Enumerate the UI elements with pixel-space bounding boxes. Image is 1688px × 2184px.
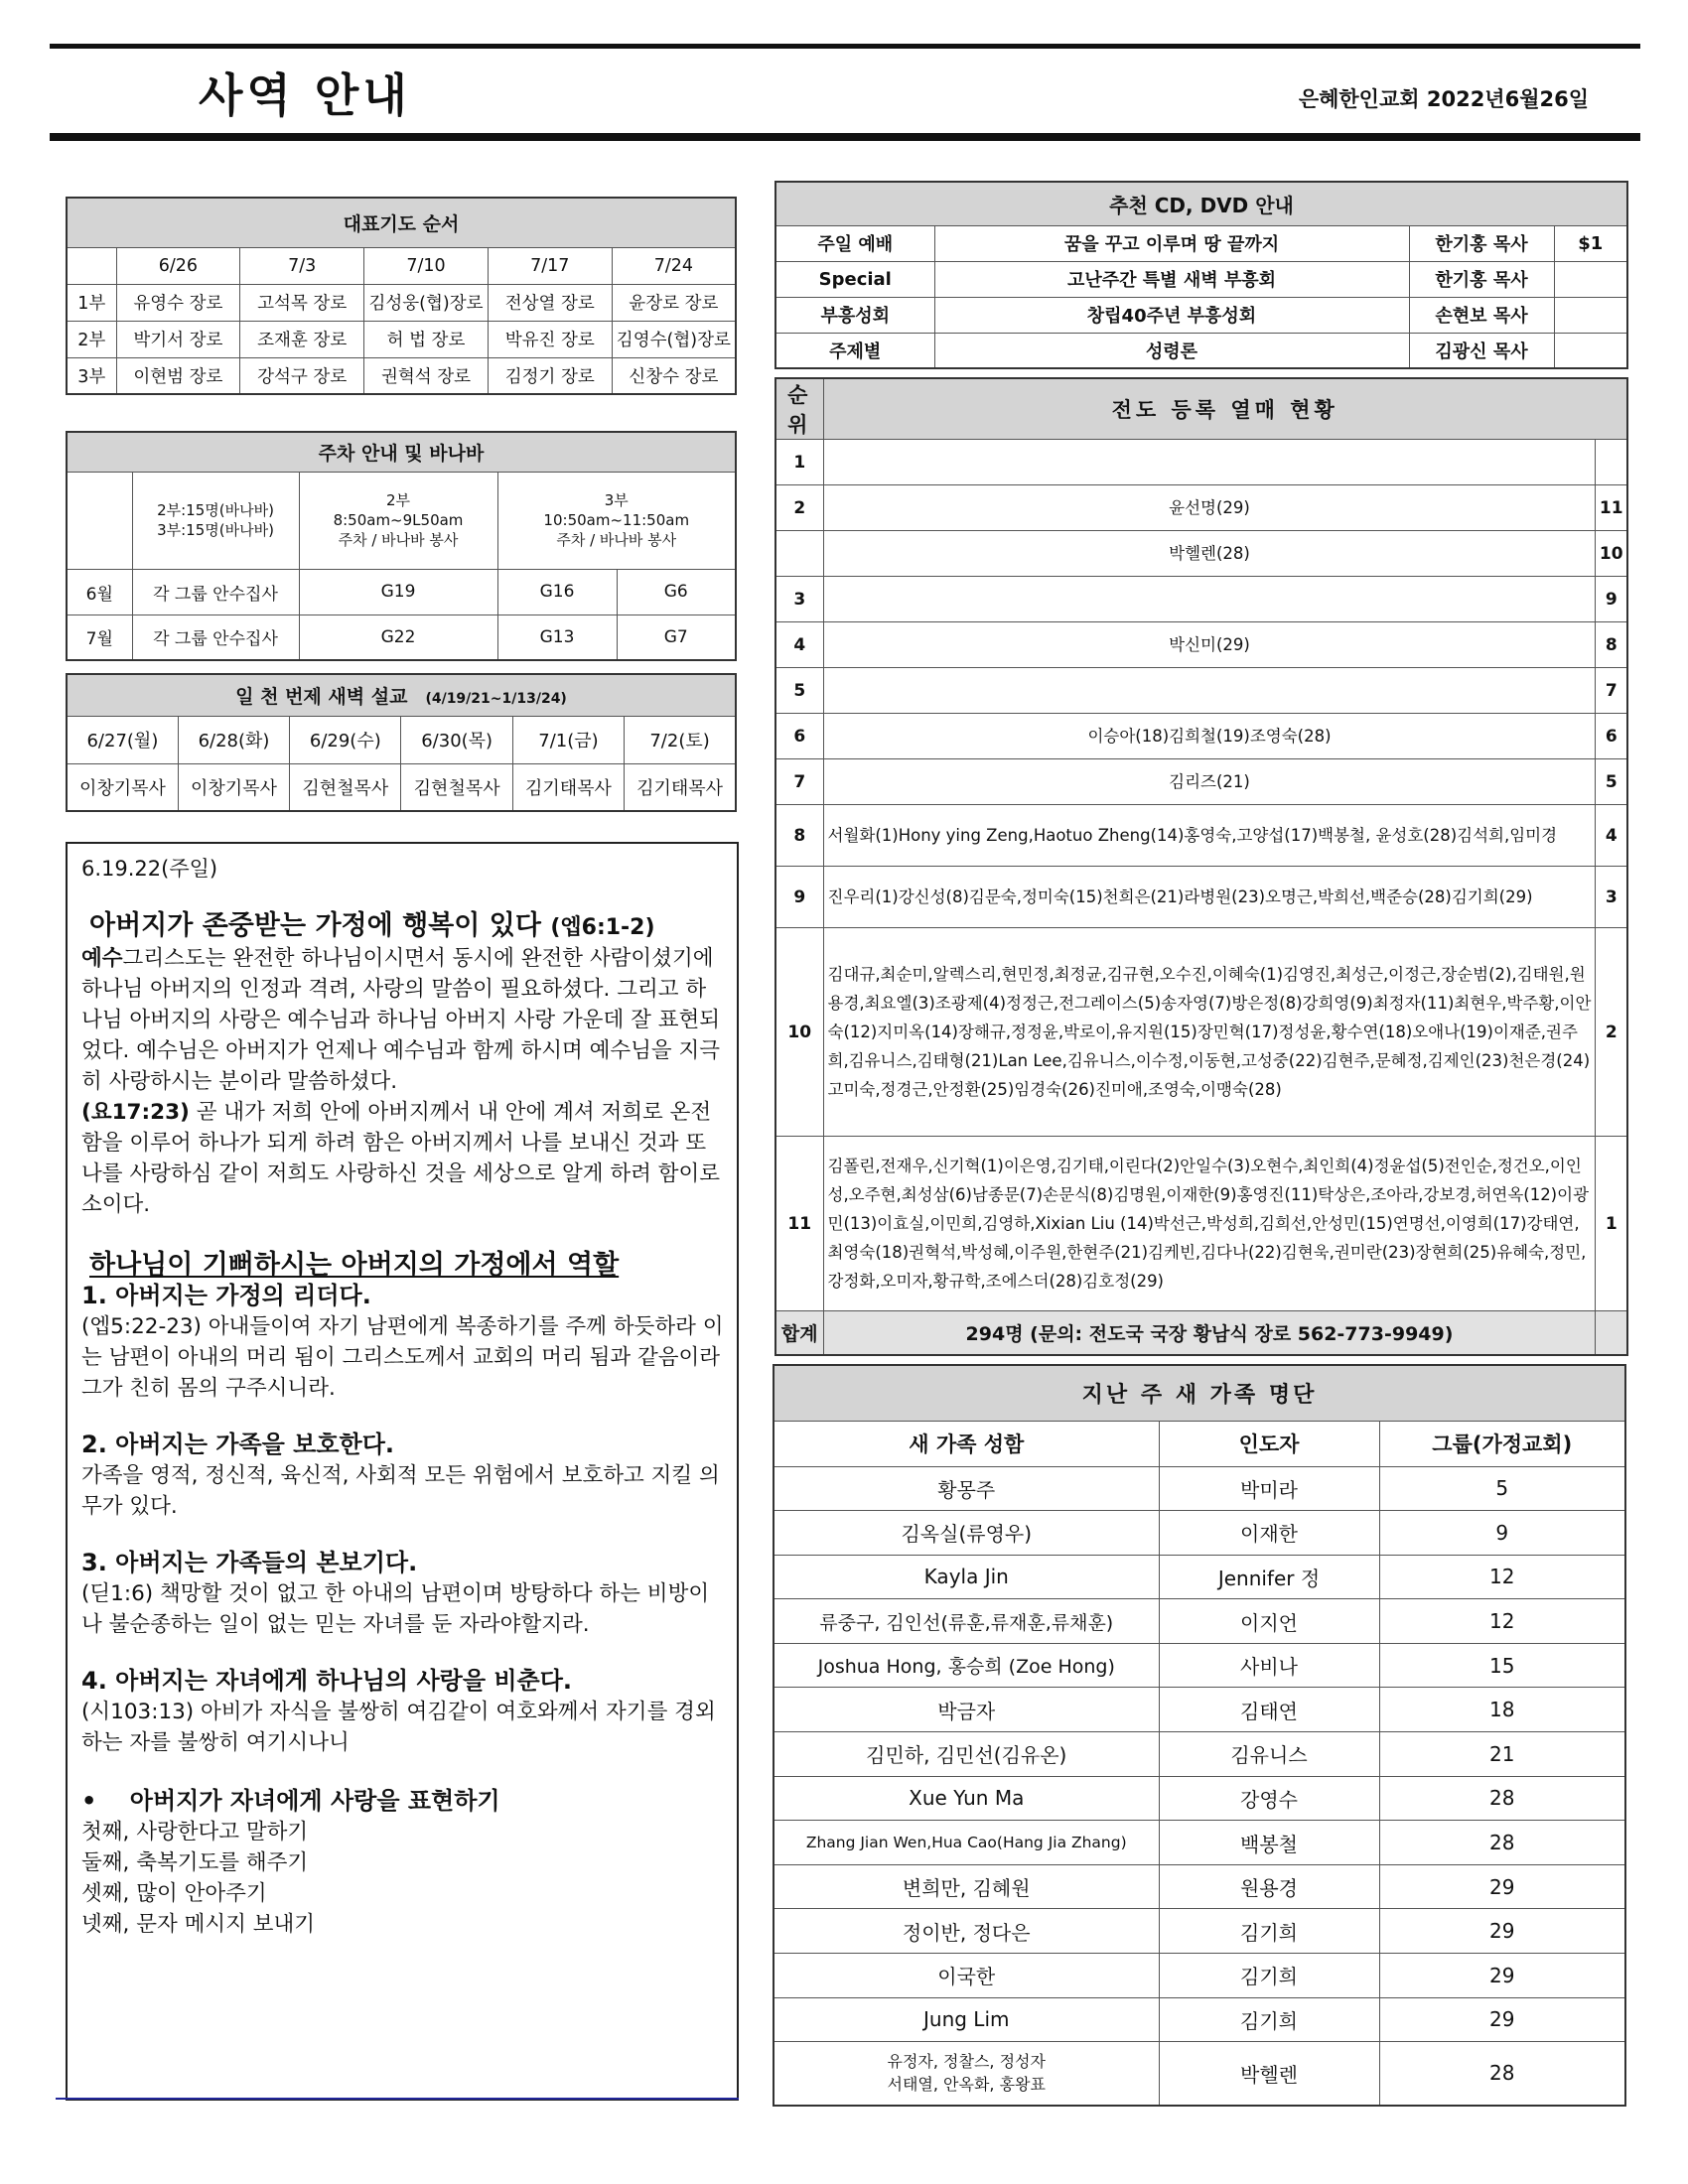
new-family-row	[774, 2042, 1625, 2106]
family-group: 5	[1379, 1466, 1625, 1511]
service-label: 3부	[67, 357, 116, 394]
evangelism-count: 11	[1596, 485, 1627, 531]
elder-name: 신창수 장로	[612, 357, 736, 394]
new-family-row	[774, 1511, 1625, 1556]
family-guide: 김기희	[1159, 1954, 1379, 1998]
prayer-schedule-title: 대표기도 순서	[67, 198, 736, 247]
evangelism-names: 진우리(1)강신성(8)김문숙,정미숙(15)천희은(21)라병원(23)오명근,박희선,백준승(28)김기희(29)	[823, 867, 1596, 928]
family-group: 18	[1379, 1688, 1625, 1732]
evangelism-row	[775, 1137, 1627, 1311]
parking-assignment: G13	[497, 614, 617, 660]
evangelism-row	[775, 759, 1627, 805]
prayer-date: 7/17	[488, 247, 612, 284]
evangelism-names: 김폴린,전재우,신기혁(1)이은영,김기태,이린다(2)안일수(3)오현수,최인희(4)정윤섭(5)전인순,정건오,이인성,오주현,최성삼(6)남종문(7)손문식(8)김명원,이재한(9)홍영진(11)탁상은,조아라,강보경,허연옥(12)이광민(13)이효실,이민희,김영하,Xixian Liu (14)박선근,박성희,김희선,안성민(15)연명선,이영희(17)강태연,최영숙(18)권혁석,박성혜,이주원,한현주(21)김케빈,김다나(22)김현욱,권미란(23)장현희(25)유혜숙,정민,강정화,오미자,황규학,조에스더(28)김호정(29)	[823, 1137, 1596, 1311]
new-family-row	[774, 1732, 1625, 1777]
evangelism-count: 1	[1596, 1137, 1627, 1311]
parking-service2-header	[299, 472, 497, 569]
dawn-sermon-period: (4/19/21~1/13/24)	[425, 690, 567, 707]
family-name: Jung Lim	[774, 1997, 1159, 2042]
devotion-headline-text: 아버지가 존중받는 가정에 행복이 있다	[89, 910, 541, 941]
devotion-scripture-ref: (요17:23)	[81, 1100, 190, 1125]
family-guide: 김유니스	[1159, 1732, 1379, 1777]
dawn-sermon-title-text: 일 천 번제 새벽 설교	[235, 685, 408, 708]
evangelism-row	[775, 531, 1627, 577]
preacher-name: 김현철목사	[290, 763, 401, 811]
devotion-bullet-text: 아버지가 자녀에게 사랑을 표현하기	[129, 1787, 500, 1815]
evangelism-rank: 2	[775, 485, 823, 531]
elder-name: 김영수(협)장로	[612, 321, 736, 357]
service-label: 2부	[67, 321, 116, 357]
devotion-box	[66, 842, 739, 2101]
evangelism-rank: 8	[775, 805, 823, 867]
cd-dvd-title: 추천 CD, DVD 안내	[775, 182, 1627, 225]
evangelism-rank: 3	[775, 577, 823, 622]
parking-header-row	[67, 472, 736, 569]
devotion-point-heading: 3. 아버지는 가족들의 본보기다.	[81, 1549, 418, 1576]
devotion-list-item: 넷째, 문자 메시지 보내기	[81, 1912, 316, 1937]
evangelism-count: 6	[1596, 714, 1627, 759]
cd-price	[1554, 297, 1627, 333]
parking-row	[67, 569, 736, 614]
page-title: 사역 안내	[199, 68, 411, 122]
family-name: Joshua Hong, 홍승희 (Zoe Hong)	[774, 1643, 1159, 1688]
parking-group: 각 그룹 안수집사	[132, 614, 299, 660]
new-family-row	[774, 1909, 1625, 1954]
cd-speaker: 김광신 목사	[1409, 333, 1554, 368]
elder-name: 권혁석 장로	[364, 357, 489, 394]
elder-name: 전상열 장로	[488, 284, 612, 321]
evangelism-rank: 1	[775, 440, 823, 485]
prayer-date: 6/26	[116, 247, 240, 284]
sermon-day: 6/28(화)	[178, 716, 289, 763]
service2-label: 2부	[385, 491, 411, 509]
new-family-row	[774, 1776, 1625, 1821]
evangelism-row	[775, 440, 1627, 485]
cd-category: 부흥성회	[775, 297, 934, 333]
cd-dvd-table	[774, 181, 1628, 369]
devotion-point-heading: 1. 아버지는 가정의 리더다.	[81, 1282, 371, 1309]
sermon-day: 7/2(토)	[625, 716, 736, 763]
elder-name: 강석구 장로	[240, 357, 364, 394]
sermon-days-row	[67, 716, 736, 763]
parking-assignment: G6	[617, 569, 736, 614]
elder-name: 박유진 장로	[488, 321, 612, 357]
parking-assignment: G16	[497, 569, 617, 614]
cd-price: $1	[1554, 225, 1627, 261]
elder-name: 이현범 장로	[116, 357, 240, 394]
cd-row	[775, 333, 1627, 368]
devotion-p1-text: 그리스도는 완전한 하나님이시면서 동시에 완전한 사람이셨기에 하나님 아버지의 인정과 격려, 사랑의 말씀이 필요하셨다. 그리고 하나님 아버지의 사랑은 예수님과 하나님 아버지 사랑 가운데 잘 표현되었다. 예수님은 아버지가 언제나 예수님과 함께 하시며 예수님을 지극히 사랑하시는 분이라 말씀하셨다.	[81, 946, 721, 1094]
evangelism-names: 이승아(18)김희철(19)조영숙(28)	[823, 714, 1596, 759]
cd-title: 고난주간 특별 새벽 부흥회	[934, 261, 1409, 297]
parking-assignment: G7	[617, 614, 736, 660]
family-guide: 김기희	[1159, 1997, 1379, 2042]
new-family-row	[774, 1555, 1625, 1599]
devotion-point-heading: 2. 아버지는 가족을 보호한다.	[81, 1431, 395, 1458]
devotion-point-text: 가족을 영적, 정신적, 육신적, 사회적 모든 위험에서 보호하고 지킬 의무가 있다.	[81, 1463, 720, 1519]
preacher-name: 이창기목사	[178, 763, 289, 811]
cd-speaker: 한기홍 목사	[1409, 225, 1554, 261]
dawn-sermon-title	[67, 674, 736, 716]
family-name: 류중구, 김인선(류훈,류재훈,류채훈)	[774, 1599, 1159, 1644]
bullet-dot-icon: •	[81, 1787, 97, 1815]
header-rule-top	[50, 44, 1640, 49]
family-name: Kayla Jin	[774, 1555, 1159, 1599]
col-header-group: 그룹(가정교회)	[1379, 1421, 1625, 1466]
cd-row	[775, 297, 1627, 333]
elder-name: 유영수 장로	[116, 284, 240, 321]
devotion-lead-word: 예수	[81, 946, 123, 971]
family-group: 12	[1379, 1555, 1625, 1599]
service3-time: 10:50am~11:50am	[543, 511, 690, 529]
parking-row	[67, 614, 736, 660]
family-guide: 박헬렌	[1159, 2042, 1379, 2106]
cd-title: 꿈을 꾸고 이루며 땅 끝까지	[934, 225, 1409, 261]
family-name-line: 유정자, 정찰스, 정성자	[887, 2052, 1046, 2072]
family-guide: 백봉철	[1159, 1821, 1379, 1865]
cd-row	[775, 261, 1627, 297]
evangelism-names	[823, 668, 1596, 714]
family-name: Xue Yun Ma	[774, 1776, 1159, 1821]
family-group: 21	[1379, 1732, 1625, 1777]
new-family-row	[774, 1864, 1625, 1909]
devotion-list-item: 셋째, 많이 안아주기	[81, 1881, 267, 1906]
evangelism-names	[823, 577, 1596, 622]
evangelism-total-label: 합계	[775, 1311, 823, 1355]
devotion-point-heading: 4. 아버지는 자녀에게 하나님의 사랑을 비춘다.	[81, 1667, 573, 1695]
evangelism-row	[775, 928, 1627, 1137]
preacher-name: 이창기목사	[67, 763, 178, 811]
parking-table	[66, 431, 737, 661]
family-group: 28	[1379, 2042, 1625, 2106]
prayer-row	[67, 321, 736, 357]
evangelism-row	[775, 485, 1627, 531]
sermon-preachers-row	[67, 763, 736, 811]
evangelism-rank: 7	[775, 759, 823, 805]
family-group: 29	[1379, 1909, 1625, 1954]
devotion-headline-ref: (엡6:1-2)	[550, 915, 655, 940]
family-group: 29	[1379, 1954, 1625, 1998]
evangelism-rank	[775, 531, 823, 577]
family-guide: 박미라	[1159, 1466, 1379, 1511]
service3-label: 3부	[604, 491, 629, 509]
family-guide: 사비나	[1159, 1643, 1379, 1688]
devotion-paragraph	[81, 1097, 725, 1220]
devotion-paragraph	[81, 943, 725, 1097]
col-header-name: 새 가족 성함	[774, 1421, 1159, 1466]
elder-name: 허 법 장로	[364, 321, 489, 357]
family-group: 28	[1379, 1821, 1625, 1865]
elder-name: 조재훈 장로	[240, 321, 364, 357]
evangelism-rank: 4	[775, 622, 823, 668]
family-name: 정이반, 정다은	[774, 1909, 1159, 1954]
sermon-day: 7/1(금)	[512, 716, 624, 763]
evangelism-names: 박헬렌(28)	[823, 531, 1596, 577]
prayer-date: 7/24	[612, 247, 736, 284]
family-group: 28	[1379, 1776, 1625, 1821]
parking-service3-header	[497, 472, 736, 569]
elder-name: 고석목 장로	[240, 284, 364, 321]
evangelism-rank: 6	[775, 714, 823, 759]
elder-name: 윤장로 장로	[612, 284, 736, 321]
evangelism-row	[775, 668, 1627, 714]
parking-corner	[67, 472, 132, 569]
cd-price	[1554, 261, 1627, 297]
evangelism-count: 9	[1596, 577, 1627, 622]
parking-assignment: G19	[299, 569, 497, 614]
prayer-row	[67, 357, 736, 394]
sermon-day: 6/29(수)	[290, 716, 401, 763]
cd-category: 주일 예배	[775, 225, 934, 261]
evangelism-total: 294명 (문의: 전도국 국장 황남식 장로 562-773-9949)	[823, 1311, 1596, 1355]
family-group: 15	[1379, 1643, 1625, 1688]
evangelism-count: 4	[1596, 805, 1627, 867]
parking-title: 주차 안내 및 바나바	[67, 432, 736, 472]
evangelism-names: 김대규,최순미,알렉스리,현민정,최정균,김규현,오수진,이혜숙(1)김영진,최성근,이정근,장순범(2),김태원,원용경,최요엘(3)조광제(4)정정근,전그레이스(5)송자영(7)방은정(8)강희영(9)최정자(11)최현우,박주황,이안숙(12)지미옥(14)장해규,정정윤,박로이,유지원(15)장민혁(17)정성윤,황수연(18)오애나(19)이재준,권주희,김유니스,김태형(21)Lan Lee,김유니스,이수정,이동현,고성중(22)김현주,문혜정,김제인(23)천은경(24)고미숙,정경근,안정환(25)임경숙(26)진미애,조영숙,이맹숙(28)	[823, 928, 1596, 1137]
cd-speaker: 손현보 목사	[1409, 297, 1554, 333]
evangelism-rank: 9	[775, 867, 823, 928]
family-name: 변희만, 김혜원	[774, 1864, 1159, 1909]
prayer-date: 7/10	[364, 247, 489, 284]
new-family-title: 지난 주 새 가족 명단	[774, 1365, 1625, 1421]
parking-volunteer-line: 3부:15명(바나바)	[157, 521, 274, 539]
devotion-list-item: 첫째, 사랑한다고 말하기	[81, 1820, 309, 1844]
new-family-header-row	[774, 1421, 1625, 1466]
dawn-sermon-table	[66, 673, 737, 812]
service-label: 1부	[67, 284, 116, 321]
evangelism-row	[775, 622, 1627, 668]
prayer-corner	[67, 247, 116, 284]
evangelism-names: 김리즈(21)	[823, 759, 1596, 805]
family-guide: 원용경	[1159, 1864, 1379, 1909]
family-name: 이국한	[774, 1954, 1159, 1998]
new-family-row	[774, 1821, 1625, 1865]
evangelism-count: 3	[1596, 867, 1627, 928]
evangelism-table	[774, 377, 1628, 1356]
evangelism-count: 5	[1596, 759, 1627, 805]
preacher-name: 김현철목사	[401, 763, 512, 811]
cd-title: 창립40주년 부흥성회	[934, 297, 1409, 333]
devotion-point-text: (딛1:6) 책망할 것이 없고 한 아내의 남편이며 방탕하다 하는 비방이나 불순종하는 일이 없는 믿는 자녀를 둔 자라야할지라.	[81, 1581, 710, 1637]
evangelism-rank: 11	[775, 1137, 823, 1311]
cd-category: 주제별	[775, 333, 934, 368]
preacher-name: 김기태목사	[512, 763, 624, 811]
devotion-bottom-rule	[56, 2098, 739, 2100]
evangelism-count: 7	[1596, 668, 1627, 714]
evangelism-total-row	[775, 1311, 1627, 1355]
evangelism-names	[823, 440, 1596, 485]
family-group: 9	[1379, 1511, 1625, 1556]
sermon-day: 6/30(목)	[401, 716, 512, 763]
evangelism-title: 전도 등록 열매 현황	[823, 378, 1627, 440]
evangelism-rank: 10	[775, 928, 823, 1137]
evangelism-total-spacer	[1596, 1311, 1627, 1355]
cd-speaker: 한기홍 목사	[1409, 261, 1554, 297]
prayer-dates-row	[67, 247, 736, 284]
family-name-line: 서태열, 안옥화, 홍왕표	[887, 2075, 1046, 2095]
header-rule-bottom	[50, 133, 1640, 141]
evangelism-count: 10	[1596, 531, 1627, 577]
family-name: 김민하, 김민선(김유온)	[774, 1732, 1159, 1777]
devotion-date: 6.19.22(주일)	[81, 857, 218, 881]
col-header-guide: 인도자	[1159, 1421, 1379, 1466]
sermon-day: 6/27(월)	[67, 716, 178, 763]
new-family-row	[774, 1643, 1625, 1688]
devotion-point-text: (시103:13) 아비가 자식을 불쌍히 여김같이 여호와께서 자기를 경외하는 자를 불쌍히 여기시나니	[81, 1700, 716, 1755]
elder-name: 박기서 장로	[116, 321, 240, 357]
evangelism-count: 2	[1596, 928, 1627, 1137]
new-family-row	[774, 1688, 1625, 1732]
parking-month: 6월	[67, 569, 132, 614]
preacher-name: 김기태목사	[625, 763, 736, 811]
devotion-list-item: 둘째, 축복기도를 해주기	[81, 1850, 309, 1875]
devotion-headline	[89, 910, 725, 943]
devotion-bullet	[81, 1786, 725, 1817]
church-and-date: 은혜한인교회 2022년6월26일	[1298, 87, 1589, 111]
cd-category: Special	[775, 261, 934, 297]
new-family-row	[774, 1954, 1625, 1998]
prayer-date: 7/3	[240, 247, 364, 284]
family-group: 29	[1379, 1997, 1625, 2042]
family-group: 12	[1379, 1599, 1625, 1644]
new-family-table	[773, 1364, 1626, 2107]
new-family-row	[774, 1997, 1625, 2042]
evangelism-row	[775, 805, 1627, 867]
family-name: Zhang Jian Wen,Hua Cao(Hang Jia Zhang)	[774, 1821, 1159, 1865]
cd-price	[1554, 333, 1627, 368]
family-group: 29	[1379, 1864, 1625, 1909]
prayer-row	[67, 284, 736, 321]
service2-duty: 주차 / 바나바 봉사	[338, 531, 459, 549]
devotion-section-title: 하나님이 기뻐하시는 아버지의 가정에서 역할	[89, 1250, 620, 1281]
elder-name: 김정기 장로	[488, 357, 612, 394]
evangelism-count: 8	[1596, 622, 1627, 668]
evangelism-names: 서월화(1)Hony ying Zeng,Haotuo Zheng(14)홍영숙,고양섭(17)백봉철, 윤성호(28)김석희,임미경	[823, 805, 1596, 867]
family-guide: Jennifer 정	[1159, 1555, 1379, 1599]
devotion-p2-text: 곧 내가 저희 안에 아버지께서 내 안에 계셔 저희로 온전함을 이루어 하나가 되게 하려 함은 아버지께서 나를 보내신 것과 또 나를 사랑하심 같이 저희도 사랑하신 것을 세상으로 알게 하려 함이로소이다.	[81, 1100, 721, 1217]
evangelism-names: 윤선명(29)	[823, 485, 1596, 531]
parking-volunteer-count	[132, 472, 299, 569]
family-name: 황몽주	[774, 1466, 1159, 1511]
evangelism-names: 박신미(29)	[823, 622, 1596, 668]
prayer-schedule-table	[66, 197, 737, 395]
family-guide: 이재한	[1159, 1511, 1379, 1556]
service2-time: 8:50am~9L50am	[333, 511, 464, 529]
family-name	[774, 2042, 1159, 2106]
family-guide: 김기희	[1159, 1909, 1379, 1954]
evangelism-rank-header: 순위	[775, 378, 823, 440]
evangelism-row	[775, 714, 1627, 759]
parking-group: 각 그룹 안수집사	[132, 569, 299, 614]
parking-month: 7월	[67, 614, 132, 660]
cd-title: 성령론	[934, 333, 1409, 368]
new-family-row	[774, 1466, 1625, 1511]
devotion-point-text: (엡5:22-23) 아내들이여 자기 남편에게 복종하기를 주께 하듯하라 이는 남편이 아내의 머리 됨이 그리스도께서 교회의 머리 됨과 같음이라 그가 친히 몸의 구주시니라.	[81, 1314, 724, 1401]
evangelism-rank: 5	[775, 668, 823, 714]
parking-assignment: G22	[299, 614, 497, 660]
evangelism-count	[1596, 440, 1627, 485]
family-name: 김옥실(류영우)	[774, 1511, 1159, 1556]
elder-name: 김성웅(협)장로	[364, 284, 489, 321]
family-guide: 이지언	[1159, 1599, 1379, 1644]
cd-row	[775, 225, 1627, 261]
parking-volunteer-line: 2부:15명(바나바)	[157, 501, 274, 519]
new-family-row	[774, 1599, 1625, 1644]
family-guide: 강영수	[1159, 1776, 1379, 1821]
family-name: 박금자	[774, 1688, 1159, 1732]
evangelism-row	[775, 577, 1627, 622]
family-guide: 김태연	[1159, 1688, 1379, 1732]
evangelism-row	[775, 867, 1627, 928]
service3-duty: 주차 / 바나바 봉사	[556, 531, 677, 549]
